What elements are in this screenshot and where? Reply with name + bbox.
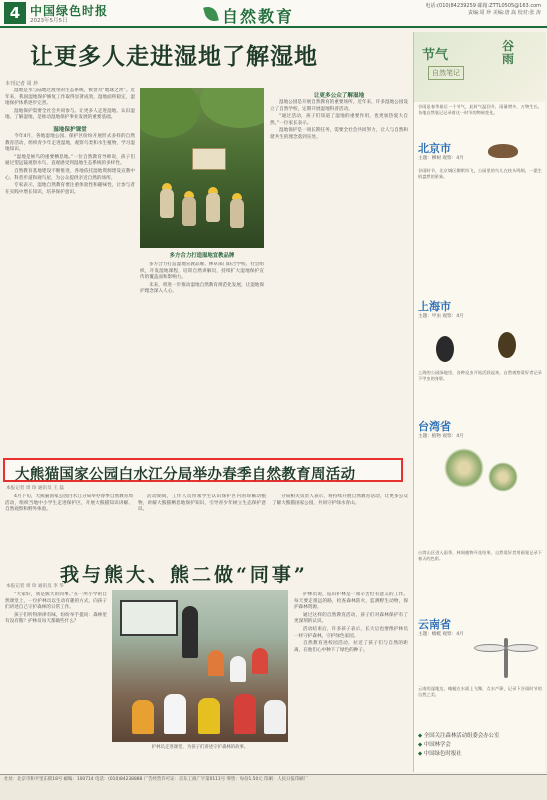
dragonfly-wing [506, 644, 538, 652]
main-byline: 本刊记者 周 珍 [5, 81, 39, 87]
child-figure [198, 698, 220, 734]
organizer: ◆ 全国关注森林活动组委会办公室 [418, 732, 542, 741]
child-figure [234, 694, 256, 734]
city-text-taiwan [418, 548, 542, 590]
paragraph: 今年4月，各地湿地公园、保护区纷纷开展形式多样的自然教育活动，组织青少年走进湿地，观察鸟类和水生植物，学习湿地知识。 [5, 133, 135, 153]
main-headline-band [0, 30, 410, 72]
paragraph: 湿地是水与陆地过渡带的生态系统，被誉为“地球之肾”。近年来，我国湿地保护修复工作取得显著成效，湿地面积稳定，湿地保护体系逐步完善。 [5, 88, 135, 107]
child-figure [132, 700, 154, 734]
city-text: 谷雨时节，北京城区柳絮纷飞，公园里的鸟儿在枝头鸣唱，一派生机盎然的景象。 [418, 168, 542, 179]
city-meta: 主题：柳树 观察：4月 [418, 156, 464, 161]
subheading: 让更多公众了解湿地 [313, 93, 365, 99]
sidebar-banner [414, 32, 546, 102]
city-text-beijing [418, 166, 542, 206]
classroom-photo [112, 590, 288, 742]
highlight-column-1 [5, 494, 133, 554]
highlighted-headline-box [3, 458, 403, 482]
paragraph: 湿地保护需要全社会共同参与。让更多人走进湿地、认识湿地、了解湿地，是推动湿地保护事业发展的重要基础。 [5, 108, 135, 121]
child-figure [252, 648, 268, 674]
sign-board [192, 148, 226, 170]
wetland-photo-caption: 多方合力打造湿地宣教品牌 [169, 253, 235, 259]
paragraph: 活动期间，工作人员带领学生认识保护区内的珍稀动植物，讲解大熊猫栖息地保护知识，引导青少年树立生态保护意识。 [138, 494, 266, 513]
paragraph: 自然教育基地建设不断推进，各地依托湿地资源建设宣教中心、科普步道和观鸟屋，为公众提供亲近自然的场所。 [5, 168, 135, 181]
highlighted-headline: 大熊猫国家公园白水江分局举办春季自然教育周活动 [15, 466, 356, 483]
cap-shape [232, 193, 242, 199]
sidebar-organizers [418, 732, 542, 759]
paragraph: “通过活动，孩子们知道了湿地的重要作用，也更加热爱大自然。”一位家长表示。 [270, 114, 408, 126]
paper-date: 2023年5月5日 [30, 18, 68, 24]
cap-shape [184, 191, 194, 197]
bird-illustration [488, 144, 518, 158]
classroom-photo-caption: 护林员走进课堂，为孩子们讲述守护森林的故事。 [151, 745, 249, 750]
city-entry-yunnan [418, 616, 542, 638]
paragraph: 分局相关负责人表示，将持续开展自然教育活动，让更多公众了解大熊猫国家公园，共同守护绿水青山。 [272, 494, 408, 506]
plant-illustration [444, 448, 484, 488]
paragraph: 通过这样的自然教育活动，孩子们对森林保护有了更深刻的认识。 [294, 612, 408, 625]
child-figure [230, 198, 244, 228]
paragraph: 4月下旬，大熊猫国家公园白水江分局举办春季自然教育周活动，组织当地中小学生走进保护区，开展大熊猫知识讲解、自然观察和野外体验。 [5, 494, 133, 513]
paragraph: 活动结束后，许多孩子表示，长大后也要像护林员一样守护森林，守护绿色家园。 [294, 626, 408, 639]
city-entry-beijing [418, 140, 542, 162]
child-figure [182, 196, 196, 226]
city-name: 云南省 [418, 618, 451, 631]
dragonfly-wing [474, 644, 506, 652]
plant-illustration [488, 462, 518, 492]
beetle-illustration [498, 332, 516, 358]
second-byline: 本报记者 周 珍 通讯员 李 华 [6, 584, 64, 589]
child-figure [208, 650, 224, 676]
second-article-column-2 [294, 592, 408, 772]
sidebar-intro: 谷雨是春季最后一个节气，此时气温回升，雨量增多，万物生长。各地自然笔记记录着这一时节的物候变化。 [418, 104, 542, 115]
city-name: 台湾省 [418, 420, 451, 433]
paragraph: “湿地是候鸟的重要栖息地。”一位自然教育导师说，孩子们通过望远镜观察水鸟，直观感受到湿地生态系统的多样性。 [5, 154, 135, 167]
city-entry-shanghai [418, 298, 542, 320]
cap-shape [162, 183, 172, 189]
city-meta: 主题：蜻蜓 观察：4月 [418, 632, 464, 637]
city-entry-taiwan [418, 418, 542, 440]
paragraph: 专家表示，湿地自然教育要注重体验性和趣味性，让参与者在实践中增长知识，培养保护意识。 [5, 183, 135, 195]
organizer: ◆ 中国林学会 [418, 741, 542, 750]
sidebar-title: 节气 [422, 48, 449, 63]
tree-shape [200, 88, 264, 128]
city-text: 云南的湿地边，蜻蜓在水面上飞舞，点水产卵，记录下谷雨时节的自然之美。 [418, 686, 542, 697]
sidebar-subtitle: 自然笔记 [428, 66, 464, 80]
main-article-column-2 [140, 262, 264, 454]
paragraph: 湿地保护是一项长期任务，需要全社会共同努力，让人与自然和谐共生的理念落到实处。 [270, 128, 408, 140]
main-article-column-3 [270, 88, 408, 454]
highlight-byline: 本报记者 周 珍 通讯员 王 磊 [6, 486, 64, 491]
leaf-icon [203, 5, 219, 24]
page-number: 4 [4, 2, 26, 24]
paragraph: “大家好，我是熊大的同事。”在一所小学的自然课堂上，一位护林员以生动有趣的方式，向孩子们讲述自己守护森林的日常工作。 [5, 592, 107, 611]
masthead [0, 0, 547, 28]
child-figure [206, 192, 220, 222]
paragraph: 多方合力打造湿地宣教品牌。林草部门联合学校、社会组织，开发湿地课程，培训自然讲解员，持续扩大湿地保护宣传的覆盖面和影响力。 [140, 262, 264, 281]
tree-shape [140, 88, 200, 138]
projection-screen [120, 600, 178, 636]
main-article-column-1 [5, 88, 135, 456]
paragraph: 自然教育进校园活动，拉近了孩子们与自然的距离，在他们心中种下了绿色的种子。 [294, 641, 408, 653]
dragonfly-illustration [504, 638, 508, 678]
subheading: 湿地保护课堂 [53, 126, 87, 133]
paragraph: 护林员说，巡山护林是一项辛苦但有意义的工作。每天要走很远的路，检查森林防火，监测野生动物，保护森林资源。 [294, 592, 408, 611]
paragraph: 未来，将进一步推动湿地自然教育规范化发展，让湿地保护理念深入人心。 [140, 282, 264, 295]
beetle-illustration [436, 336, 454, 362]
highlight-column-2 [138, 494, 266, 554]
city-text-shanghai [418, 368, 542, 412]
city-text-yunnan [418, 684, 542, 724]
paper-name: 中国绿色时报 [30, 4, 109, 18]
teacher-figure [182, 606, 198, 658]
wetland-photo [140, 88, 264, 248]
child-figure [230, 656, 246, 682]
city-name: 北京市 [418, 142, 451, 155]
publisher-info-strip: 社址：北京市和平里东街18号 邮编：100714 电话：(010)84238888 广告经营许可证：京东工商广字第0111号 零售：每份1.50元 印刷：人民日报印刷厂 [0, 774, 547, 800]
child-figure [164, 694, 186, 734]
highlight-column-3 [272, 494, 408, 554]
nature-notes-sidebar [413, 32, 545, 772]
city-name: 上海市 [418, 300, 451, 313]
paragraph: 孩子们听得津津有味，纷纷举手提问：森林里有没有熊？护林员每天都做些什么？ [5, 612, 107, 625]
city-text: 台湾山区进入雨季，林间植物开花结果，自然爱好者用画笔记录下春天的色彩。 [418, 550, 542, 561]
second-headline: 我与熊大、熊二做“同事” [60, 564, 308, 586]
second-article-column-1 [5, 592, 107, 772]
main-headline: 让更多人走进湿地了解湿地 [30, 43, 318, 70]
solar-term: 谷雨 [502, 39, 515, 66]
city-text: 上海的公园绿地里，各种昆虫开始活跃起来，自然观察爱好者记录下甲虫的身影。 [418, 370, 542, 381]
child-figure [160, 188, 174, 218]
organizer: ◆ 中国绿色时报社 [418, 750, 542, 759]
child-figure [264, 700, 286, 734]
city-meta: 主题：甲虫 观察：4月 [418, 314, 464, 319]
editor-info: 电话:(010)84239259 邮箱:ZTTL0505@163.com 责编:周 珍 美编:唐 嵩 校对:张 涛 [425, 3, 541, 16]
city-meta: 主题：植物 观察：4月 [418, 434, 464, 439]
cap-shape [208, 187, 218, 193]
paragraph: 湿地公园是开展自然教育的重要场所。近年来，许多湿地公园设立了自然学校，定期开展湿地科普活动。 [270, 100, 408, 112]
section-title: 自然教育 [222, 7, 295, 26]
